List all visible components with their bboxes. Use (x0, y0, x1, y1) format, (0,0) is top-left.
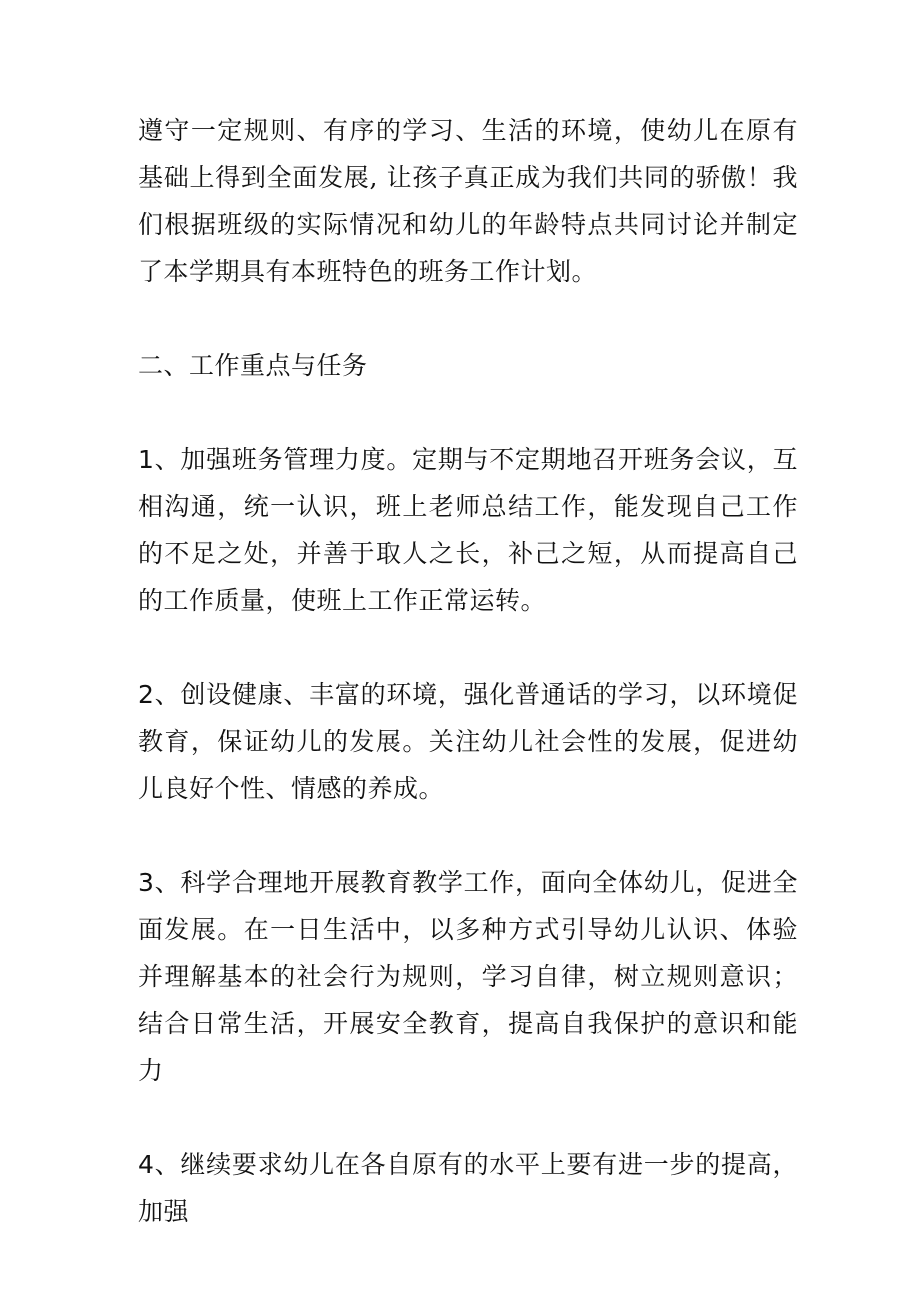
paragraph-item-4 (138, 1141, 798, 1235)
paragraph-item-2 (138, 671, 798, 812)
item-number: 3 (138, 868, 155, 897)
item-number: 4 (138, 1150, 155, 1179)
paragraph-item-3 (138, 859, 798, 1094)
section-heading-work-focus (138, 342, 798, 389)
paragraph-text: 、加强班务管理力度。定期与不定期地召开班务会议，互相沟通，统一认识，班上老师总结工作，能发现自己工作的不足之处，并善于取人之长，补己之短，从而提高自己的工作质量，使班上工作正常运转。 (138, 445, 798, 615)
heading-text: 二、工作重点与任务 (138, 351, 368, 380)
paragraph-intro-continued (138, 107, 798, 295)
paragraph-text: 遵守一定规则、有序的学习、生活的环境，使幼儿在原有基础上得到全面发展, 让孩子真正成为我们共同的骄傲！我们根据班级的实际情况和幼儿的年龄特点共同讨论并制定了本学期具有本班特色的班务工作计划。 (138, 116, 798, 286)
document-body (138, 107, 798, 1282)
paragraph-text: 、科学合理地开展教育教学工作，面向全体幼儿，促进全面发展。在一日生活中，以多种方式引导幼儿认识、体验并理解基本的社会行为规则，学习自律，树立规则意识；结合日常生活，开展安全教育，提高自我保护的意识和能力 (138, 868, 798, 1085)
item-number: 1 (138, 445, 155, 474)
item-number: 2 (138, 680, 155, 709)
paragraph-text: 、继续要求幼儿在各自原有的水平上要有进一步的提高，加强 (138, 1150, 798, 1226)
paragraph-text: 、创设健康、丰富的环境，强化普通话的学习，以环境促教育，保证幼儿的发展。关注幼儿社会性的发展，促进幼儿良好个性、情感的养成。 (138, 680, 798, 803)
paragraph-item-1 (138, 436, 798, 624)
